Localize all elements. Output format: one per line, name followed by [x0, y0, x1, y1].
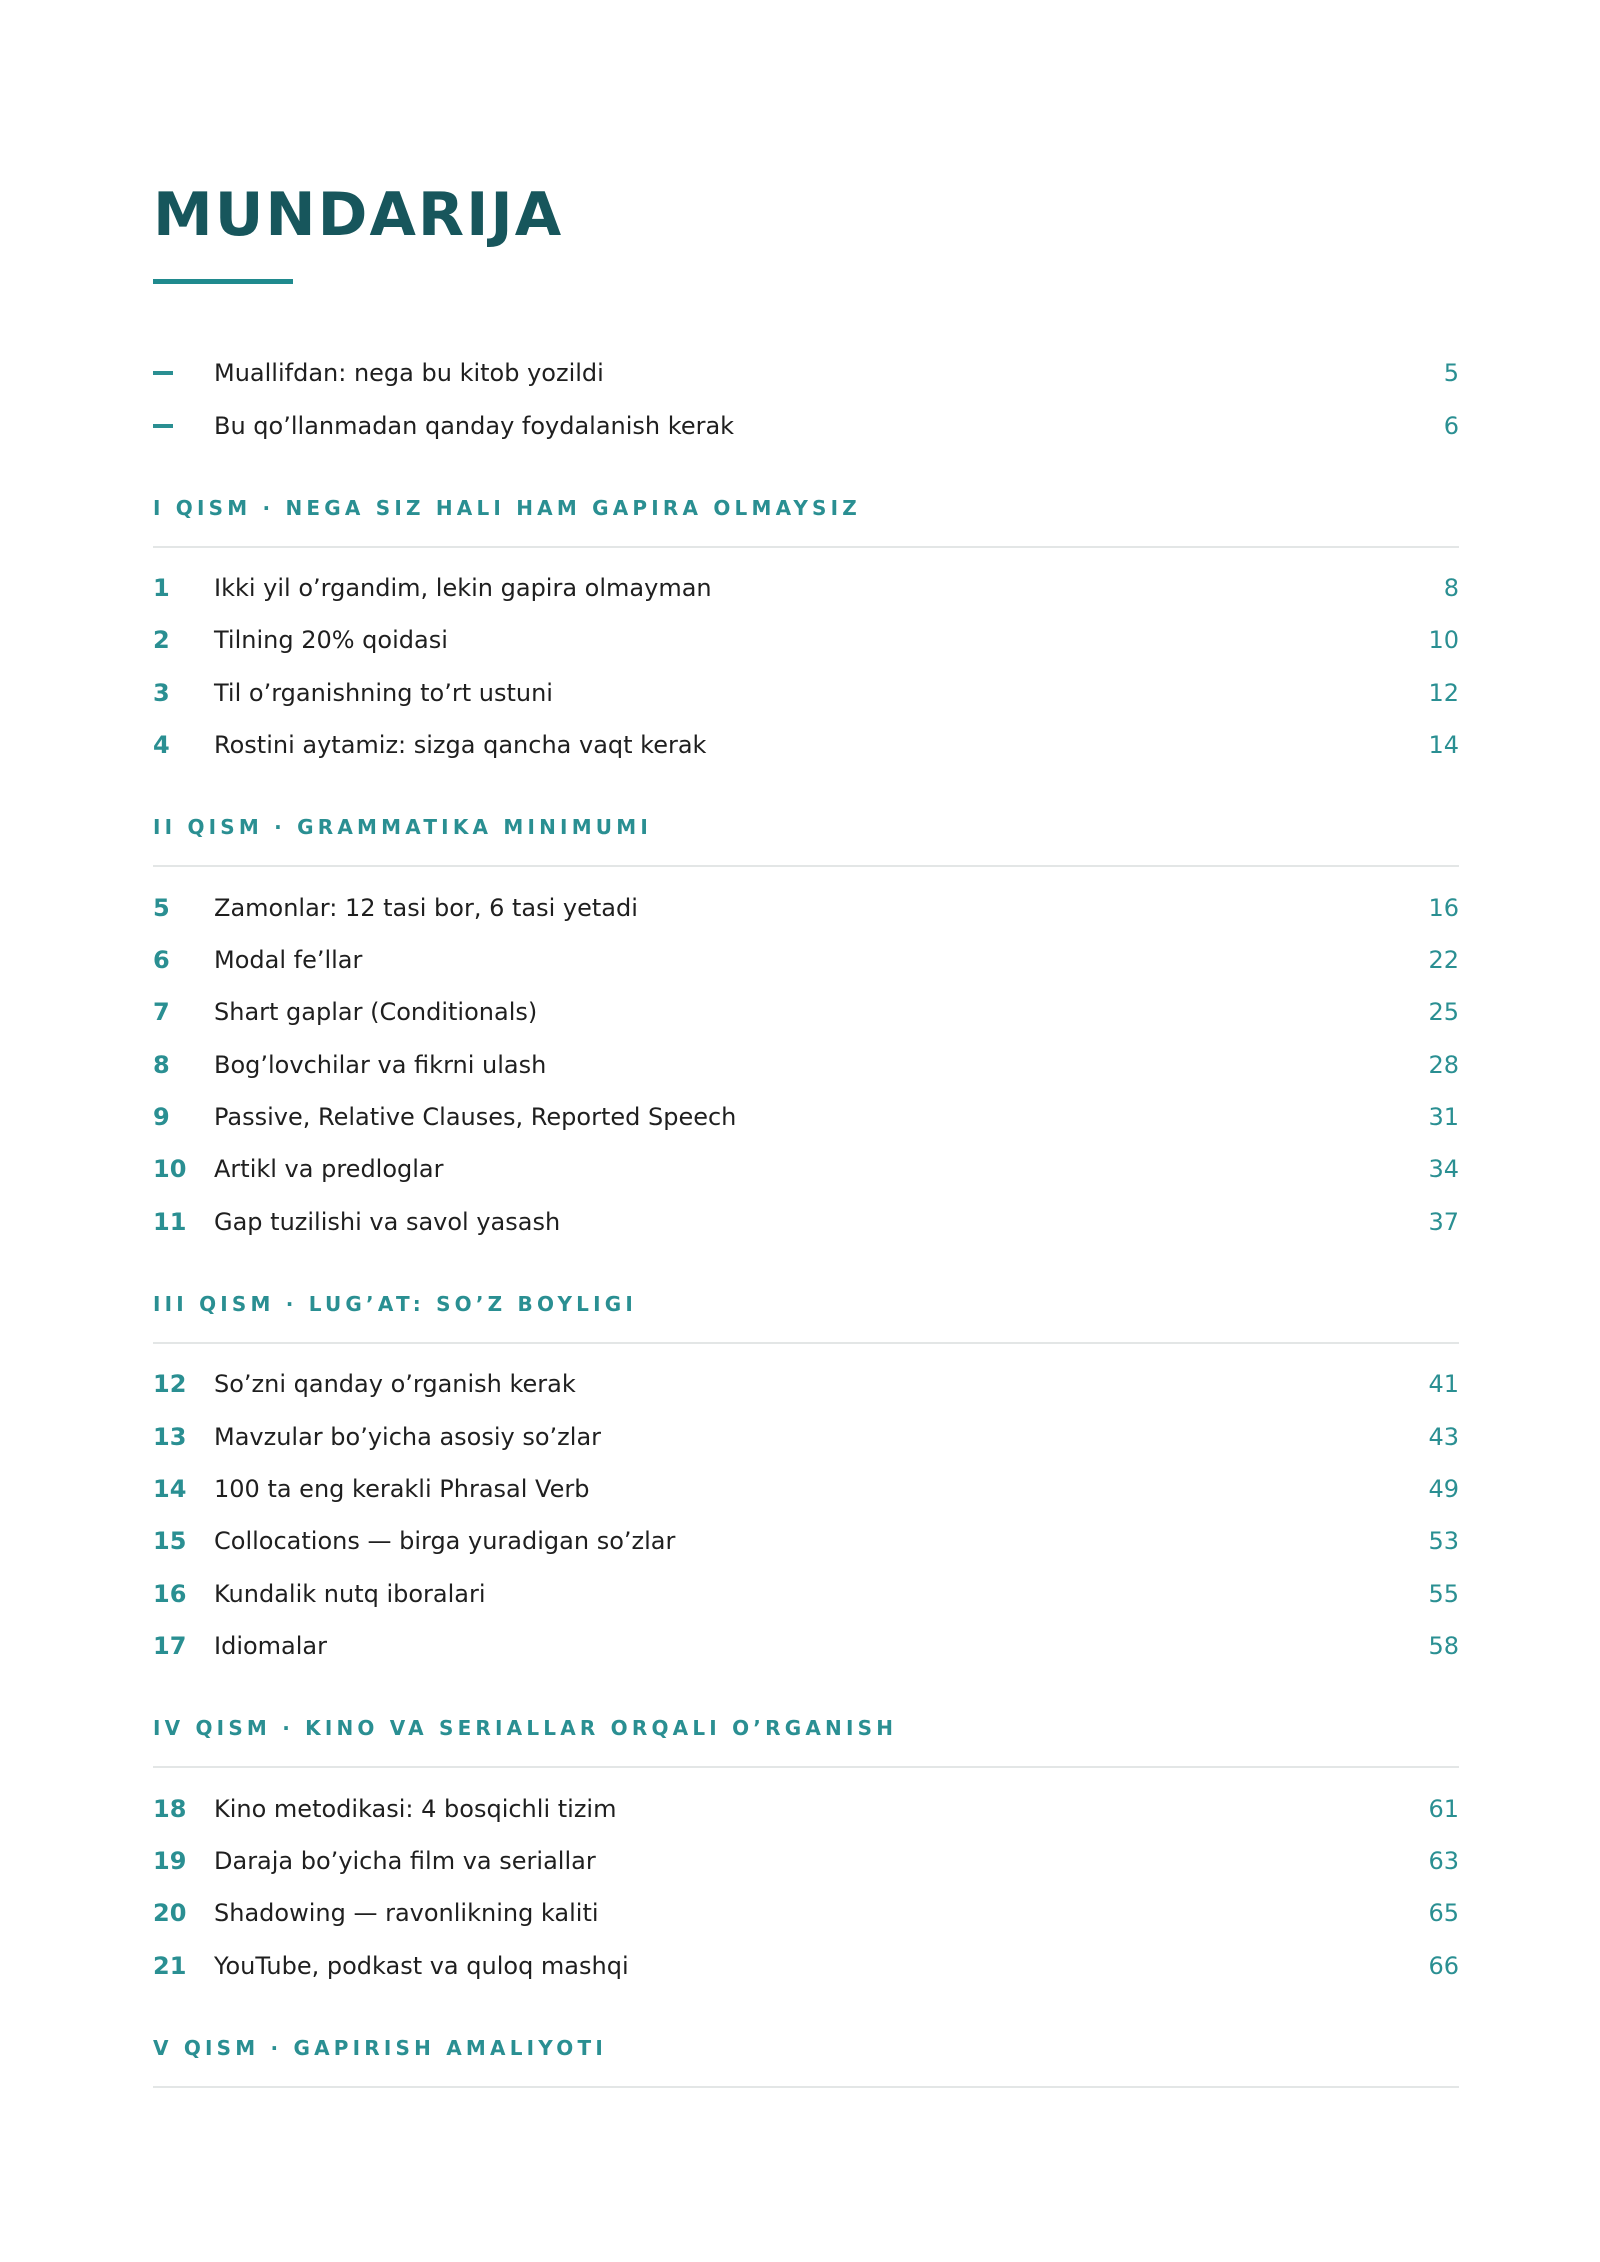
toc-entry-label: Modal fe’llar — [214, 945, 363, 974]
toc-entry[interactable] — [153, 1515, 1459, 1567]
toc-entry[interactable] — [153, 667, 1459, 719]
toc-entry[interactable] — [153, 1568, 1459, 1620]
toc-entry-label: Rostini aytamiz: sizga qancha vaqt kerak — [214, 731, 707, 760]
table-of-contents — [153, 347, 1459, 2102]
toc-entry-label: Bu qo’llanmadan qanday foydalanish kerak — [214, 411, 735, 440]
toc-entry-label: 100 ta eng kerakli Phrasal Verb — [214, 1475, 590, 1504]
toc-entry-label: Gap tuzilishi va savol yasash — [214, 1207, 561, 1236]
toc-entry[interactable] — [153, 986, 1459, 1038]
toc-entry-page: 12 — [1428, 678, 1459, 707]
toc-entry-label: Idiomalar — [214, 1632, 327, 1661]
toc-entry-label: Mavzular bo’yicha asosiy so’zlar — [214, 1422, 602, 1451]
section-header-4 — [153, 1710, 1459, 1768]
toc-entry-page: 65 — [1428, 1899, 1459, 1928]
toc-entry[interactable] — [153, 562, 1459, 614]
section-title: II QISM · GRAMMATIKA MINIMUMI — [153, 815, 652, 840]
toc-entry-page: 14 — [1428, 731, 1459, 760]
toc-entry-label: Daraja bo’yicha film va seriallar — [214, 1847, 596, 1875]
chapter-number: 6 — [153, 945, 170, 974]
toc-entry-page: 28 — [1428, 1050, 1459, 1079]
toc-entry-page: 25 — [1428, 998, 1459, 1027]
toc-entry-page: 49 — [1428, 1475, 1459, 1504]
toc-entry-label: Collocations — birga yuradigan so’zlar — [214, 1527, 676, 1556]
dash-icon — [153, 414, 214, 438]
toc-entry[interactable] — [153, 719, 1459, 771]
toc-entry-label: Kino metodikasi: 4 bosqichli tizim — [214, 1794, 617, 1823]
toc-entry-page: 10 — [1428, 626, 1459, 655]
toc-entry-page: 63 — [1428, 1847, 1459, 1875]
page-title: MUNDARIJA — [153, 180, 564, 250]
section-title: III QISM · LUG’AT: SO’Z BOYLIGI — [153, 1292, 638, 1317]
section-title: I QISM · NEGA SIZ HALI HAM GAPIRA OLMAYSIZ — [153, 495, 861, 520]
section-header-5 — [153, 2030, 1459, 2088]
toc-entry-label: Artikl va predloglar — [214, 1155, 444, 1184]
toc-entry[interactable] — [153, 1887, 1459, 1939]
toc-entry-label: Bog’lovchilar va fikrni ulash — [214, 1050, 547, 1079]
toc-entry-page: 37 — [1428, 1207, 1459, 1236]
chapter-number: 18 — [153, 1794, 187, 1823]
toc-entry-page: 34 — [1428, 1155, 1459, 1184]
chapter-number: 13 — [153, 1422, 187, 1451]
section-title: V QISM · GAPIRISH AMALIYOTI — [153, 2035, 607, 2060]
toc-entry-page: 41 — [1428, 1370, 1459, 1399]
toc-entry[interactable] — [153, 934, 1459, 986]
toc-entry-page: 6 — [1443, 411, 1459, 440]
toc-entry-label: Passive, Relative Clauses, Reported Speech — [214, 1103, 737, 1132]
chapter-number: 15 — [153, 1527, 187, 1556]
toc-entry-label: Kundalik nutq iboralari — [214, 1579, 486, 1608]
toc-entry-page: 16 — [1428, 893, 1459, 922]
toc-entry-page: 5 — [1443, 359, 1459, 388]
chapter-number: 9 — [153, 1103, 170, 1132]
chapter-number: 1 — [153, 573, 170, 602]
toc-entry-intro-1[interactable] — [153, 347, 1459, 399]
chapter-number: 12 — [153, 1370, 187, 1399]
toc-entry[interactable] — [153, 1463, 1459, 1515]
title-underline — [153, 279, 293, 284]
toc-entry[interactable] — [153, 1143, 1459, 1195]
toc-entry[interactable] — [153, 1091, 1459, 1143]
chapter-number: 2 — [153, 626, 170, 655]
toc-entry-label: Tilning 20% qoidasi — [214, 626, 448, 655]
chapter-number: 16 — [153, 1579, 187, 1608]
chapter-number: 4 — [153, 731, 170, 760]
section-header-1 — [153, 490, 1459, 548]
toc-entry-label: Muallifdan: nega bu kitob yozildi — [214, 359, 604, 388]
toc-entry-label: Ikki yil o’rgandim, lekin gapira olmayman — [214, 573, 712, 602]
toc-entry-page: 22 — [1428, 945, 1459, 974]
toc-entry[interactable] — [153, 1940, 1459, 1992]
toc-entry[interactable] — [153, 1782, 1459, 1834]
toc-entry-page: 55 — [1428, 1579, 1459, 1608]
toc-entry-label: Zamonlar: 12 tasi bor, 6 tasi yetadi — [214, 893, 638, 922]
toc-entry-page: 66 — [1428, 1951, 1459, 1980]
chapter-number: 10 — [153, 1155, 187, 1184]
toc-entry-intro-2[interactable] — [153, 399, 1459, 451]
toc-entry-page: 8 — [1443, 573, 1459, 602]
toc-entry[interactable] — [153, 1196, 1459, 1248]
chapter-number: 20 — [153, 1899, 187, 1928]
section-title: IV QISM · KINO VA SERIALLAR ORQALI O’RGANISH — [153, 1716, 898, 1741]
chapter-number: 5 — [153, 893, 170, 922]
section-header-3 — [153, 1286, 1459, 1344]
toc-entry-label: So’zni qanday o’rganish kerak — [214, 1370, 576, 1399]
chapter-number: 14 — [153, 1475, 187, 1504]
toc-entry[interactable] — [153, 1620, 1459, 1672]
toc-entry-page: 31 — [1428, 1103, 1459, 1132]
toc-entry-label: YouTube, podkast va quloq mashqi — [214, 1951, 629, 1980]
toc-entry-page: 58 — [1428, 1632, 1459, 1661]
toc-entry-page: 53 — [1428, 1527, 1459, 1556]
toc-entry[interactable] — [153, 1358, 1459, 1410]
chapter-number: 7 — [153, 998, 170, 1027]
toc-entry[interactable] — [153, 881, 1459, 933]
toc-entry[interactable] — [153, 1835, 1459, 1887]
toc-entry-label: Til o’rganishning to’rt ustuni — [214, 678, 553, 707]
chapter-number: 8 — [153, 1050, 170, 1079]
chapter-number: 19 — [153, 1847, 187, 1875]
section-header-2 — [153, 809, 1459, 867]
toc-entry-page: 61 — [1428, 1794, 1459, 1823]
chapter-number: 17 — [153, 1632, 187, 1661]
toc-entry[interactable] — [153, 1039, 1459, 1091]
chapter-number: 21 — [153, 1951, 187, 1980]
toc-entry-page: 43 — [1428, 1422, 1459, 1451]
toc-entry[interactable] — [153, 614, 1459, 666]
chapter-number: 11 — [153, 1207, 187, 1236]
chapter-number: 3 — [153, 678, 170, 707]
toc-entry-label: Shart gaplar (Conditionals) — [214, 998, 538, 1027]
dash-icon — [153, 361, 214, 385]
toc-entry[interactable] — [153, 1410, 1459, 1462]
toc-entry-label: Shadowing — ravonlikning kaliti — [214, 1899, 599, 1928]
